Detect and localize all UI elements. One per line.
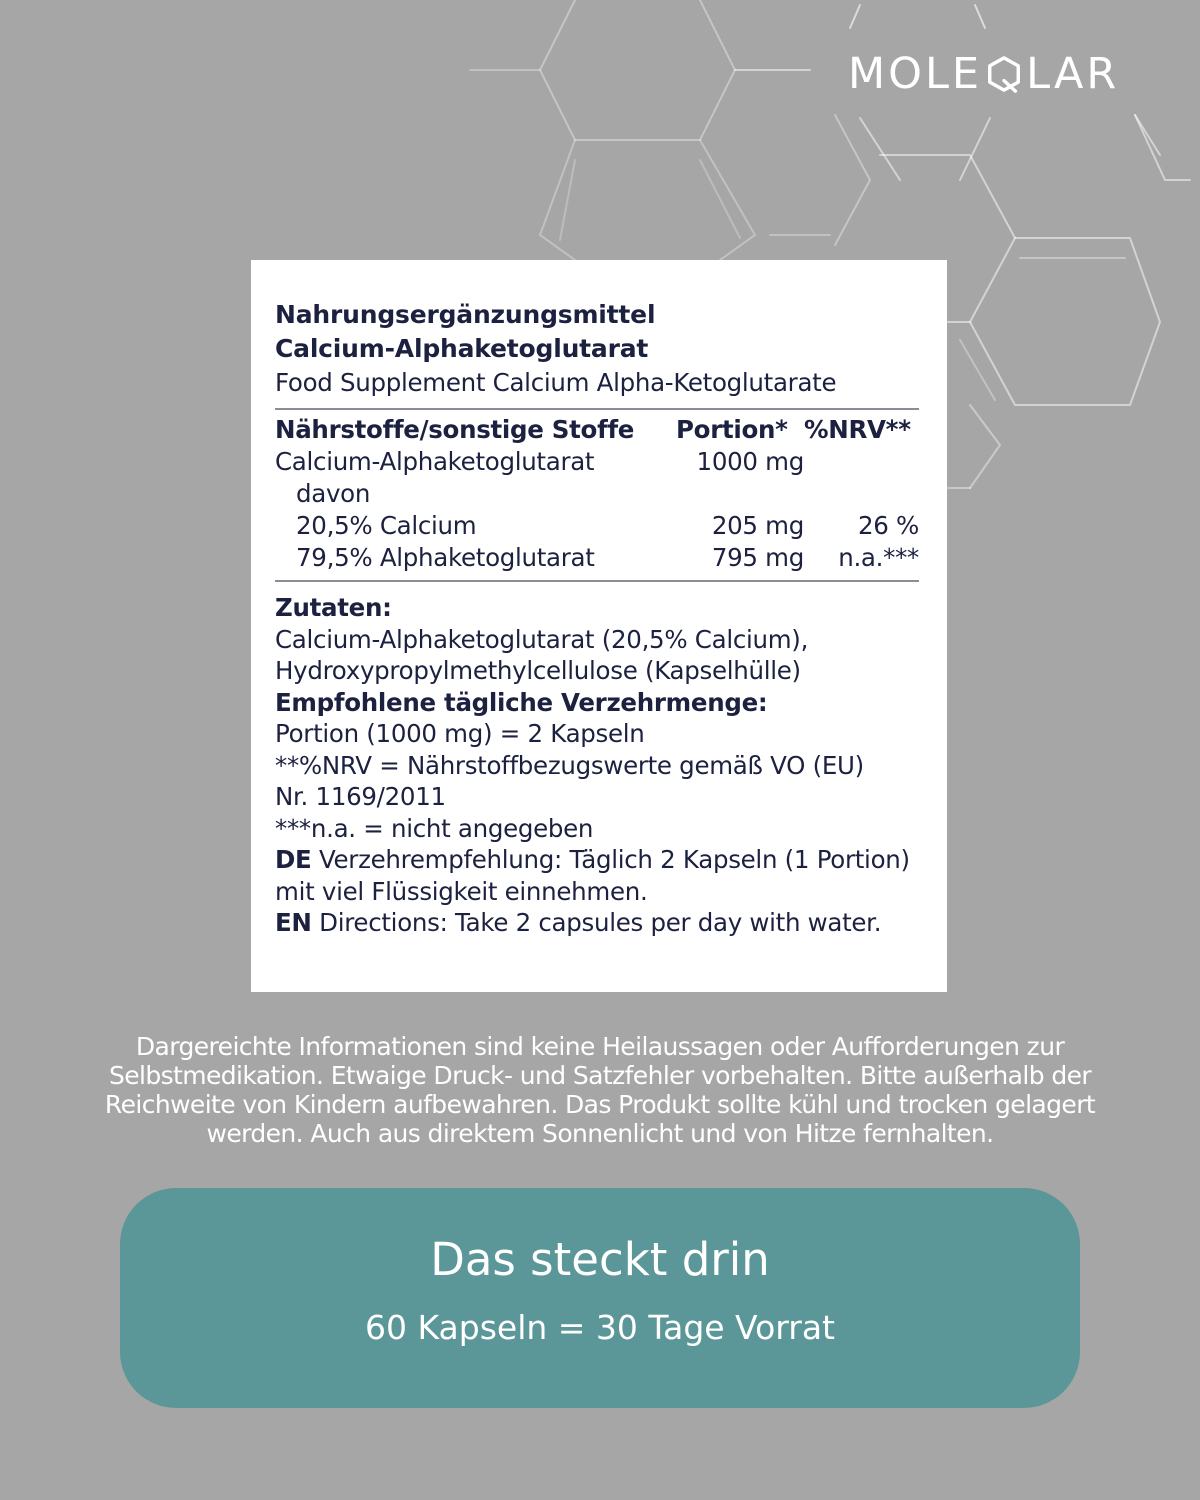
contents-banner [120, 1188, 1080, 1408]
header-nrv: %NRV** [804, 415, 911, 444]
disclaimer-line-2: Selbstmedikation. Etwaige Druck- und Satzfehler vorbehalten. Bitte außerhalb der [108, 1061, 1092, 1090]
divider [275, 408, 919, 410]
label-title-de-2: Calcium-Alphaketoglutarat [275, 334, 649, 363]
hexagon-q-logo-icon [985, 55, 1023, 93]
label-title-en: Food Supplement Calcium Alpha-Ketoglutarate [275, 368, 837, 397]
brand-name-right: LAR [1026, 49, 1120, 99]
de-text-1: Verzehrempfehlung: Täglich 2 Kapseln (1 Portion) [311, 845, 910, 874]
contents-title: Das steckt drin [430, 1233, 770, 1286]
de-directions [275, 844, 919, 876]
brand-name-left: MOLE [848, 49, 983, 99]
contents-subtitle: 60 Kapseln = 30 Tage Vorrat [365, 1308, 835, 1347]
disclaimer-line-4: werden. Auch aus direktem Sonnenlicht und von Hitze fernhalten. [206, 1119, 994, 1148]
row-portion: 795 mg [711, 543, 804, 572]
disclaimer-line-3: Reichweite von Kindern aufbewahren. Das Produkt sollte kühl und trocken gelagert [104, 1090, 1096, 1119]
na-note: ***n.a. = nicht angegeben [275, 813, 594, 843]
ingredients-heading: Zutaten: [275, 593, 392, 622]
en-text: Directions: Take 2 capsules per day with water. [311, 908, 882, 937]
supplement-label-card [251, 260, 947, 992]
row-nrv [804, 478, 919, 510]
table-row [275, 510, 919, 542]
de-code: DE [275, 845, 312, 874]
table-row [275, 542, 919, 574]
nutrient-table [275, 414, 919, 574]
en-code: EN [275, 908, 312, 937]
row-nrv: n.a.*** [838, 543, 919, 572]
table-row [275, 478, 919, 510]
nrv-note-1: **%NRV = Nährstoffbezugswerte gemäß VO (EU) [275, 750, 864, 780]
header-nutrients: Nährstoffe/sonstige Stoffe [275, 415, 635, 444]
dose-text: Portion (1000 mg) = 2 Kapseln [275, 719, 645, 748]
row-name: 79,5% Alphaketoglutarat [296, 543, 595, 572]
disclaimer-line-1: Dargereichte Informationen sind keine Heilaussagen oder Aufforderungen zur [135, 1032, 1065, 1061]
row-name: davon [296, 479, 371, 508]
en-directions [275, 907, 919, 939]
divider [275, 580, 919, 582]
row-portion: 1000 mg [696, 447, 804, 476]
label-details [275, 592, 919, 939]
dose-heading: Empfohlene tägliche Verzehrmenge: [275, 687, 768, 717]
row-name: 20,5% Calcium [296, 511, 477, 540]
row-nrv: 26 % [857, 511, 919, 540]
table-row [275, 446, 919, 478]
nrv-note-2: Nr. 1169/2011 [275, 782, 446, 811]
row-nrv [804, 446, 919, 478]
header-portion: Portion* [676, 415, 788, 444]
label-title-de-1: Nahrungsergänzungsmittel [275, 300, 656, 329]
de-text-2: mit viel Flüssigkeit einnehmen. [275, 876, 648, 906]
table-header-row [275, 414, 919, 446]
row-name: Calcium-Alphaketoglutarat [275, 447, 595, 476]
ingredients-line-1: Calcium-Alphaketoglutarat (20,5% Calcium), [275, 624, 809, 654]
row-portion [676, 478, 804, 510]
disclaimer-text [60, 1032, 1140, 1148]
row-portion: 205 mg [711, 511, 804, 540]
brand-logo [848, 50, 1119, 98]
ingredients-line-2: Hydroxypropylmethylcellulose (Kapselhülle) [275, 656, 801, 685]
